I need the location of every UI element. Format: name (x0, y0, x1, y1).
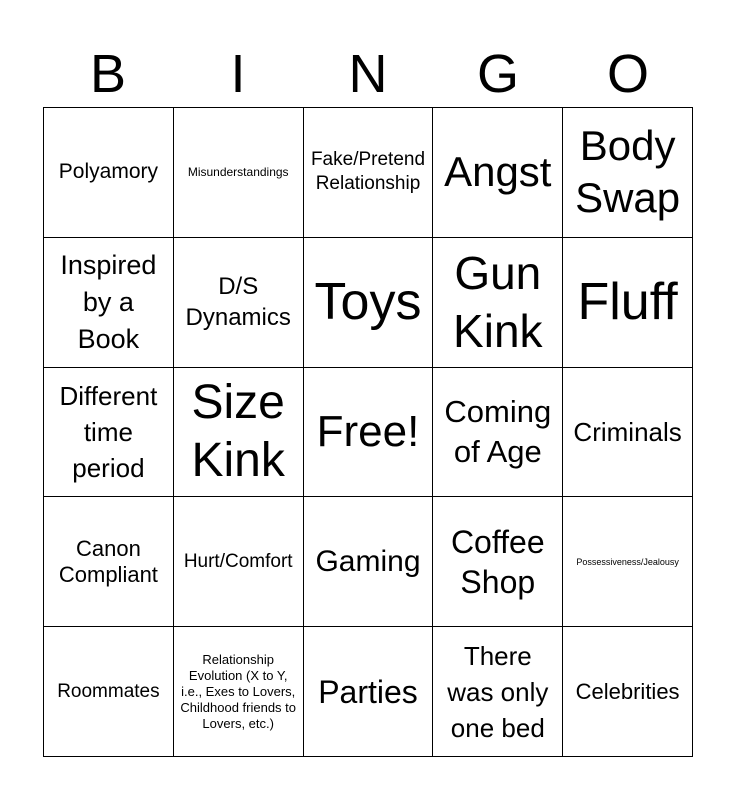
cell-label: Free! (316, 406, 420, 456)
cell-label: Canon Compliant (58, 535, 158, 587)
cell-label: Fake/Pretend Relationship (310, 149, 426, 195)
bingo-cell[interactable] (433, 368, 563, 498)
bingo-grid (43, 107, 693, 757)
bingo-cell[interactable] (44, 368, 174, 498)
bingo-cell[interactable] (44, 627, 174, 757)
cell-label: Different time period (59, 380, 158, 483)
bingo-cell[interactable] (433, 627, 563, 757)
cell-label: Parties (318, 673, 418, 710)
cell-label: Size Kink (191, 375, 285, 487)
bingo-cell[interactable] (44, 238, 174, 368)
bingo-cell[interactable] (174, 368, 304, 498)
bingo-cell[interactable] (433, 238, 563, 368)
cell-label: Polyamory (58, 160, 158, 184)
bingo-cell[interactable] (304, 108, 434, 238)
bingo-cell[interactable] (304, 497, 434, 627)
bingo-cell[interactable] (304, 368, 434, 498)
cell-label: Inspired by a Book (60, 249, 157, 354)
cell-label: Coffee Shop (450, 523, 545, 600)
cell-label: Gun Kink (453, 247, 543, 358)
cell-label: Relationship Evolution (X to Y, i.e., Exes to Lovers, Childhood friends to Lovers, etc.) (180, 651, 297, 731)
bingo-cell[interactable] (174, 627, 304, 757)
bingo-cell[interactable] (304, 627, 434, 757)
cell-label: Possessiveness/Jealousy (576, 556, 679, 567)
cell-label: Angst (444, 148, 552, 196)
header-letter-n: N (348, 44, 388, 104)
bingo-cell[interactable] (563, 497, 693, 627)
cell-label: Gaming (315, 544, 421, 578)
cell-label: Misunderstandings (187, 165, 289, 180)
cell-label: Celebrities (575, 678, 680, 704)
bingo-cell[interactable] (563, 108, 693, 238)
cell-label: Fluff (577, 273, 678, 332)
bingo-header (43, 38, 693, 110)
header-letter-i: I (230, 44, 246, 104)
header-letter-o: O (606, 44, 649, 104)
bingo-cell[interactable] (174, 497, 304, 627)
cell-label: Body Swap (575, 122, 681, 222)
bingo-cell[interactable] (563, 238, 693, 368)
cell-label: D/S Dynamics (185, 273, 291, 332)
bingo-cell[interactable] (44, 108, 174, 238)
cell-label: Coming of Age (444, 393, 552, 469)
bingo-cell[interactable] (174, 238, 304, 368)
bingo-cell[interactable] (304, 238, 434, 368)
bingo-cell[interactable] (174, 108, 304, 238)
header-letter-b: B (89, 44, 127, 104)
bingo-cell[interactable] (563, 627, 693, 757)
header-letter-g: G (476, 44, 519, 104)
cell-label: Toys (314, 273, 422, 332)
cell-label: Criminals (573, 416, 682, 447)
cell-label: Roommates (57, 680, 160, 702)
bingo-cell[interactable] (44, 497, 174, 627)
bingo-cell[interactable] (563, 368, 693, 498)
cell-label: There was only one bed (447, 640, 549, 743)
cell-label: Hurt/Comfort (183, 550, 293, 572)
bingo-cell[interactable] (433, 108, 563, 238)
bingo-cell[interactable] (433, 497, 563, 627)
